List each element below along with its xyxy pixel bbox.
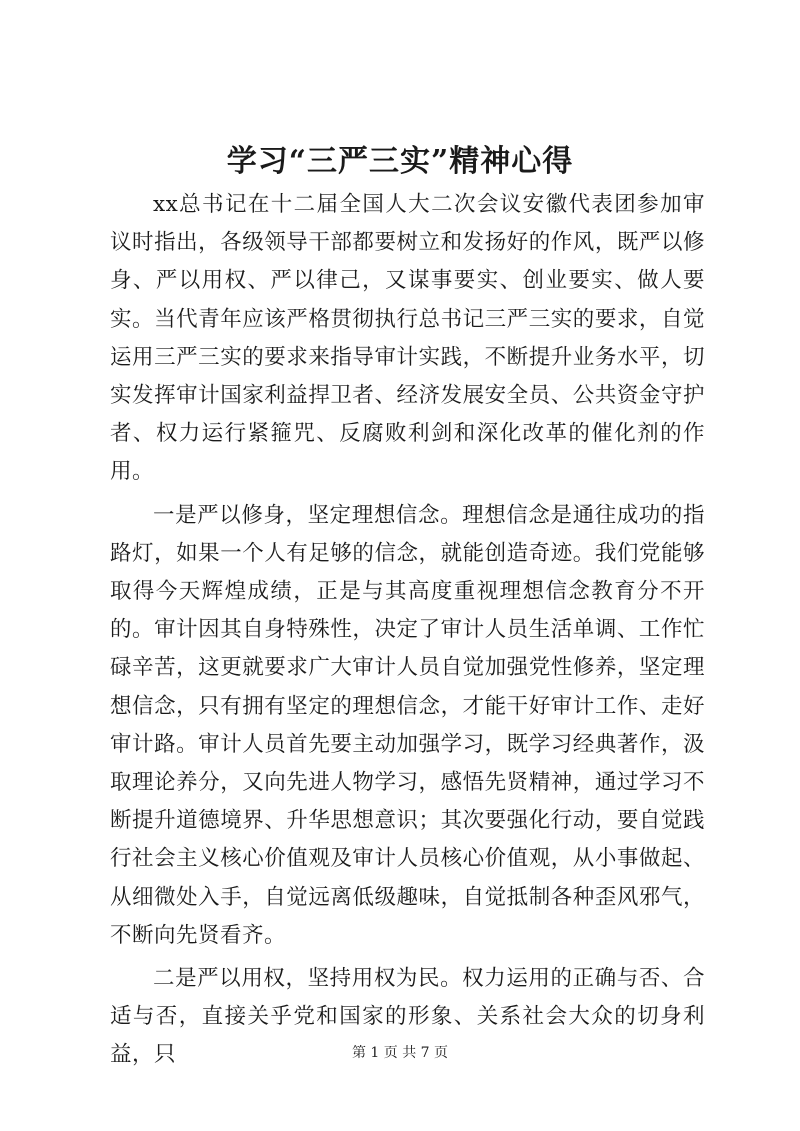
paragraph-intro: xx总书记在十二届全国人大二次会议安徽代表团参加审议时指出，各级领导干部都要树立和发扬好的作风，既严以修身、严以用权、严以律己，又谋事要实、创业要实、做人要实。当代青年应该严格贯彻执行总书记三严三实的要求，自觉运用三严三实的要求来指导审计实践，不断提升业务水平，切实发挥审计国家利益捍卫者、经济发展安全员、公共资金守护者、权力运行紧箍咒、反腐败利剑和深化改革的催化剂的作用。 xyxy=(110,192,705,485)
paragraph-point-one: 一是严以修身，坚定理想信念。理想信念是通往成功的指路灯，如果一个人有足够的信念，就能创造奇迹。我们党能够取得今天辉煌成绩，正是与其高度重视理想信念教育分不开的。审计因其自身特殊性，决定了审计人员生活单调、工作忙碌辛苦，这更就要求广大审计人员自觉加强党性修养，坚定理想信念，只有拥有坚定的理想信念，才能干好审计工作、走好审计路。审计人员首先要主动加强学习，既学习经典著作，汲取理论养分，又向先进人物学习，感悟先贤精神，通过学习不断提升道德境界、升华思想意识；其次要强化行动，要自觉践行社会主义核心价值观及审计人员核心价值观，从小事做起、从细微处入手，自觉远离低级趣味，自觉抵制各种歪风邪气，不断向先贤看齐。 xyxy=(110,502,705,948)
document-body xyxy=(110,186,705,1075)
document-title: 学习“三严三实”精神心得 xyxy=(226,144,574,179)
page-footer: 第 1 页 共 7 页 xyxy=(351,1045,449,1061)
paragraph-point-two: 二是严以用权，坚持用权为民。权力运用的正确与否、合适与否，直接关乎党和国家的形象、关系社会大众的切身利益，只 xyxy=(110,966,705,1068)
